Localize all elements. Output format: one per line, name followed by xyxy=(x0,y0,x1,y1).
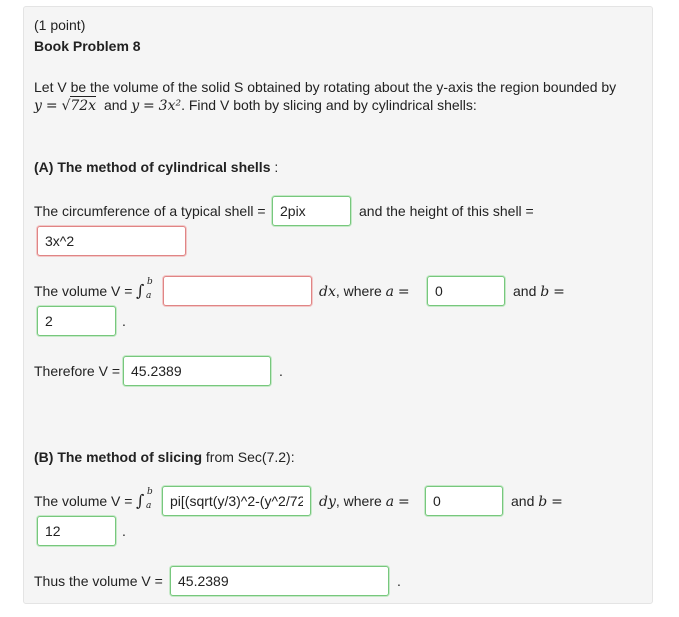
b-symbol: b xyxy=(538,494,548,510)
integral-b xyxy=(135,486,157,516)
volume-a-label: The volume V = xyxy=(34,283,133,299)
sqrt-symbol: √ xyxy=(61,98,71,114)
height-label: and the height of this shell = xyxy=(359,203,534,219)
dy-symbol: dy xyxy=(319,494,336,510)
integrand-a-input[interactable] xyxy=(163,276,312,306)
circumference-input[interactable] xyxy=(272,196,351,226)
height-input[interactable] xyxy=(37,226,186,256)
equals-symbol: = xyxy=(551,494,563,510)
points-label: (1 point) xyxy=(34,17,86,33)
part-a-heading-bold: (A) The method of cylindrical shells xyxy=(34,159,271,175)
integral-a xyxy=(135,276,157,306)
equals-symbol: = xyxy=(397,494,410,510)
a-symbol: a xyxy=(385,284,395,300)
period: . xyxy=(122,313,126,329)
dx-where-a xyxy=(319,283,410,300)
part-a-heading-tail: : xyxy=(274,159,279,175)
upper-limit: b xyxy=(147,487,153,497)
part-b-heading-bold: (B) The method of slicing xyxy=(34,449,202,465)
equals-symbol: = xyxy=(397,284,410,300)
problem-panel xyxy=(23,6,653,604)
equals-symbol: = xyxy=(553,284,565,300)
eq2-lhs: y xyxy=(131,98,140,114)
lower-bound-b-input[interactable] xyxy=(425,486,503,516)
where-label: , where xyxy=(335,493,382,509)
and-label: and xyxy=(513,283,537,299)
part-a-heading xyxy=(34,159,278,175)
thus-volume-input[interactable] xyxy=(170,566,389,596)
period: . xyxy=(279,363,283,379)
part-b-heading xyxy=(34,449,295,465)
eq2-rhs: 3x² xyxy=(158,98,182,114)
upper-bound-a-input[interactable] xyxy=(37,306,116,336)
therefore-volume-input[interactable] xyxy=(123,356,271,386)
and-label: and xyxy=(511,493,535,509)
lower-limit: a xyxy=(146,291,152,301)
integrand-b-input[interactable] xyxy=(162,486,311,516)
lower-limit: a xyxy=(146,501,152,511)
problem-title: Book Problem 8 xyxy=(34,38,141,54)
lower-bound-a-input[interactable] xyxy=(427,276,505,306)
and-b-b xyxy=(511,493,563,510)
and-b-a xyxy=(513,283,565,300)
eq2-equals: = xyxy=(143,98,155,114)
therefore-label: Therefore V = xyxy=(34,363,120,379)
eq1-radicand: 72x xyxy=(70,98,97,114)
part-b-heading-tail: from Sec(7.2): xyxy=(205,449,295,465)
eq1-lhs: y xyxy=(34,98,42,114)
upper-bound-b-input[interactable] xyxy=(37,516,116,546)
period: . xyxy=(122,523,126,539)
dy-where-b xyxy=(319,493,410,510)
integral-sign-icon: ∫ xyxy=(136,491,145,510)
volume-b-label: The volume V = xyxy=(34,493,133,509)
dx-symbol: dx xyxy=(319,284,336,300)
and-text: and xyxy=(103,97,128,113)
where-label: , where xyxy=(335,283,382,299)
problem-text-tail: . Find V both by slicing and by cylindrical shells: xyxy=(181,97,477,113)
thus-label: Thus the volume V = xyxy=(34,573,163,589)
a-symbol: a xyxy=(385,494,395,510)
b-symbol: b xyxy=(540,284,550,300)
eq1-equals: = xyxy=(45,98,58,114)
upper-limit: b xyxy=(147,277,153,287)
integral-sign-icon: ∫ xyxy=(136,281,145,300)
period: . xyxy=(397,573,401,589)
problem-text: Let V be the volume of the solid S obtained by rotating about the y-axis the region bounded by xyxy=(34,79,617,95)
circumference-label: The circumference of a typical shell = xyxy=(34,203,266,219)
problem-equations xyxy=(34,97,477,114)
